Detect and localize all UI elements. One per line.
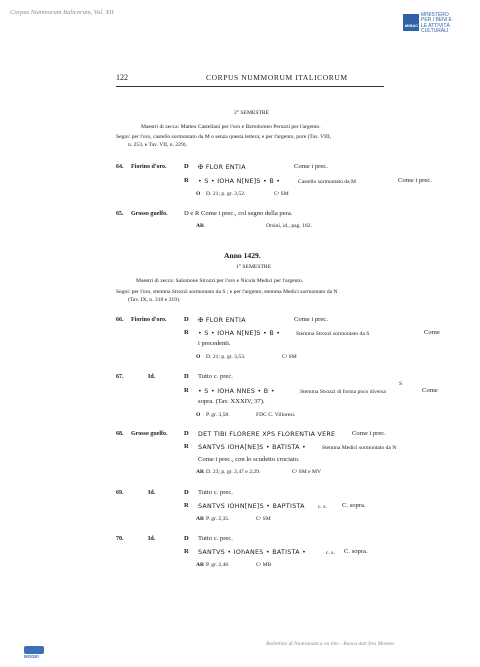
obverse-mark: D <box>184 535 189 542</box>
entry-denomination: Fiorino d'oro. <box>131 317 167 323</box>
entry-denomination: Id. <box>148 374 156 380</box>
moneta-logo-text: MODEI <box>24 654 39 659</box>
reverse-description: Castello sormontato da M <box>298 179 356 185</box>
obverse-legend: Tutto c. prec. <box>198 489 233 496</box>
header-rule <box>116 86 384 87</box>
entry-number: 64. <box>116 164 124 170</box>
reverse-legend: SANTVS IOHA[NE]S • BATISTA • <box>198 444 307 451</box>
running-head: CORPUS NUMMORUM ITALICORUM <box>206 73 348 82</box>
coin-specs: P. gr. 3,58. <box>206 412 230 418</box>
reverse-continuation: sopra. (Tav. XXXIV, 37). <box>198 398 265 405</box>
entry-number: 69. <box>116 490 124 496</box>
metal-symbol: AR <box>196 469 205 475</box>
obverse-mark: D <box>184 373 189 380</box>
coin-specs: D. 21; p. gr. 3,52. <box>206 191 246 197</box>
reverse-description: Stemma Medici sormontato da N <box>322 445 397 451</box>
entry-description: D e R Come i prec., col segno della pera. <box>184 210 293 217</box>
obverse-legend: Tutto c. prec. <box>198 535 233 542</box>
reverse-continuation: i precedenti. <box>198 340 231 347</box>
metal-symbol: AR <box>196 562 205 568</box>
semester-heading: 2° SEMESTRE <box>234 110 270 116</box>
reverse-note: Come <box>424 329 440 336</box>
reverse-note: Come i prec. <box>398 177 432 184</box>
collection: Cᵃ SM <box>282 354 297 360</box>
collection: Cᵃ MB <box>256 562 272 568</box>
entry-number: 65. <box>116 211 124 217</box>
coin-specs: D. 21; p. gr. 3,53. <box>206 354 246 360</box>
ministry-logo-mark: MiBAC <box>405 23 419 28</box>
footer-text: Bollettino di Numismatica on line - Banca dati Ires Moneta <box>266 641 395 647</box>
reverse-description: Stemma Strozzi sormontato da S <box>296 331 370 337</box>
reverse-cs: c. s. <box>318 504 327 510</box>
entry-number: 66. <box>116 317 124 323</box>
signs-line-1: Segni: per l'oro, stemma Strozzi sormontato da S ; e per l'argento, stemma Medici sormontato da N <box>116 289 338 295</box>
signs-line-2: n. 253, e Tav. VII, n. 229). <box>128 142 188 148</box>
obverse-mark: D <box>184 316 189 323</box>
moneta-logo <box>24 646 44 660</box>
ministry-name: MINISTERO PER I BENI E LE ATTIVITÀ CULTURALI <box>421 12 452 34</box>
metal-symbol: O <box>196 191 201 197</box>
entry-number: 70. <box>116 536 124 542</box>
reference: Orsini, id., pag. 182. <box>266 223 312 229</box>
reverse-legend: • S • IOHA N[NE]S • B • <box>198 178 281 185</box>
entry-denomination: Grosso guelfo. <box>131 211 168 217</box>
entry-denomination: Id. <box>148 490 156 496</box>
reverse-note: C. sopra. <box>342 502 366 509</box>
reverse-legend: SANTVS • IOhANES • BATISTA • <box>198 549 307 556</box>
reverse-continuation: Come i prec., con lo scudetto crociato. <box>198 456 300 463</box>
metal-symbol: O <box>196 412 201 418</box>
mint-masters: Maestri di zecca: Salomone Strozzi per l'oro e Nicola Medici per l'argento. <box>136 278 304 284</box>
entry-denomination: Grosso guelfo. <box>131 431 168 437</box>
reverse-mark: R <box>184 177 189 184</box>
metal-symbol: AR <box>196 516 205 522</box>
collection: Cᵃ SM <box>274 191 289 197</box>
reverse-legend: SANTVS IOHN[NE]S • BAPTISTA <box>198 503 305 510</box>
entry-number: 68. <box>116 431 124 437</box>
reverse-superscript: S <box>399 381 403 387</box>
obverse-note: Come i prec. <box>294 316 328 323</box>
reverse-mark: R <box>184 443 189 450</box>
coin-specs: P. gr. 2,46. <box>206 562 230 568</box>
obverse-note: Come i prec. <box>294 163 328 170</box>
obverse-legend: ✠ FLOR ENTIA <box>198 317 246 324</box>
series-title: Corpus Nummorum Italicorum, Vol. XII <box>10 9 114 16</box>
reverse-mark: R <box>184 387 189 394</box>
obverse-mark: D <box>184 489 189 496</box>
metal-symbol: O <box>196 354 201 360</box>
obverse-mark: D <box>184 163 189 170</box>
year-heading: Anno 1429. <box>224 251 261 260</box>
moneta-logo-icon <box>24 646 44 654</box>
entry-denomination: Id. <box>148 536 156 542</box>
signs-line-2: (Tav. IX, n. 318 e 319). <box>128 297 181 303</box>
page-number: 122 <box>116 73 128 82</box>
coin-specs: D. 23; p. gr. 2,47 e 2,29. <box>206 469 261 475</box>
obverse-note: Come i prec. <box>352 430 386 437</box>
reverse-note: C. sopra. <box>344 548 368 555</box>
coin-specs: P. gr. 2,35. <box>206 516 230 522</box>
reverse-mark: R <box>184 329 189 336</box>
semester-heading: 1° SEMESTRE <box>236 264 272 270</box>
collection: FDC C. Villoresi. <box>256 412 296 418</box>
collection: Cᵃ SM e MV <box>292 469 322 475</box>
entry-denomination: Fiorino d'oro. <box>131 164 167 170</box>
reverse-legend: • S • IOHA N[NE]S • B • <box>198 330 281 337</box>
obverse-legend: DET TIBI FLORERE XPS FLORENTIA VERE <box>198 431 336 438</box>
ministry-logo <box>403 14 419 31</box>
reverse-description: Stemma Strozzi di forma poco diversa <box>300 389 386 395</box>
reverse-mark: R <box>184 502 189 509</box>
reverse-legend: • S • IOHA NNES • B • <box>198 388 275 395</box>
entry-number: 67. <box>116 374 124 380</box>
obverse-mark: D <box>184 430 189 437</box>
reverse-mark: R <box>184 548 189 555</box>
signs-line-1: Segni: per l'oro, castello sormontato da M o senza questa lettera; e per l'argento, pure (Tav. VIII, <box>116 134 332 140</box>
obverse-legend: ✠ FLOR ENTIA <box>198 164 246 171</box>
reverse-note: Come <box>422 387 438 394</box>
metal-symbol: AR <box>196 223 205 229</box>
collection: Cᵃ SM <box>256 516 271 522</box>
reverse-cs: c. s. <box>326 550 335 556</box>
mint-masters: Maestri di zecca: Matteo Castellani per l'oro e Bartolomeo Peruzzi per l'argento. <box>141 124 321 130</box>
obverse-legend: Tutto c. prec. <box>198 373 233 380</box>
